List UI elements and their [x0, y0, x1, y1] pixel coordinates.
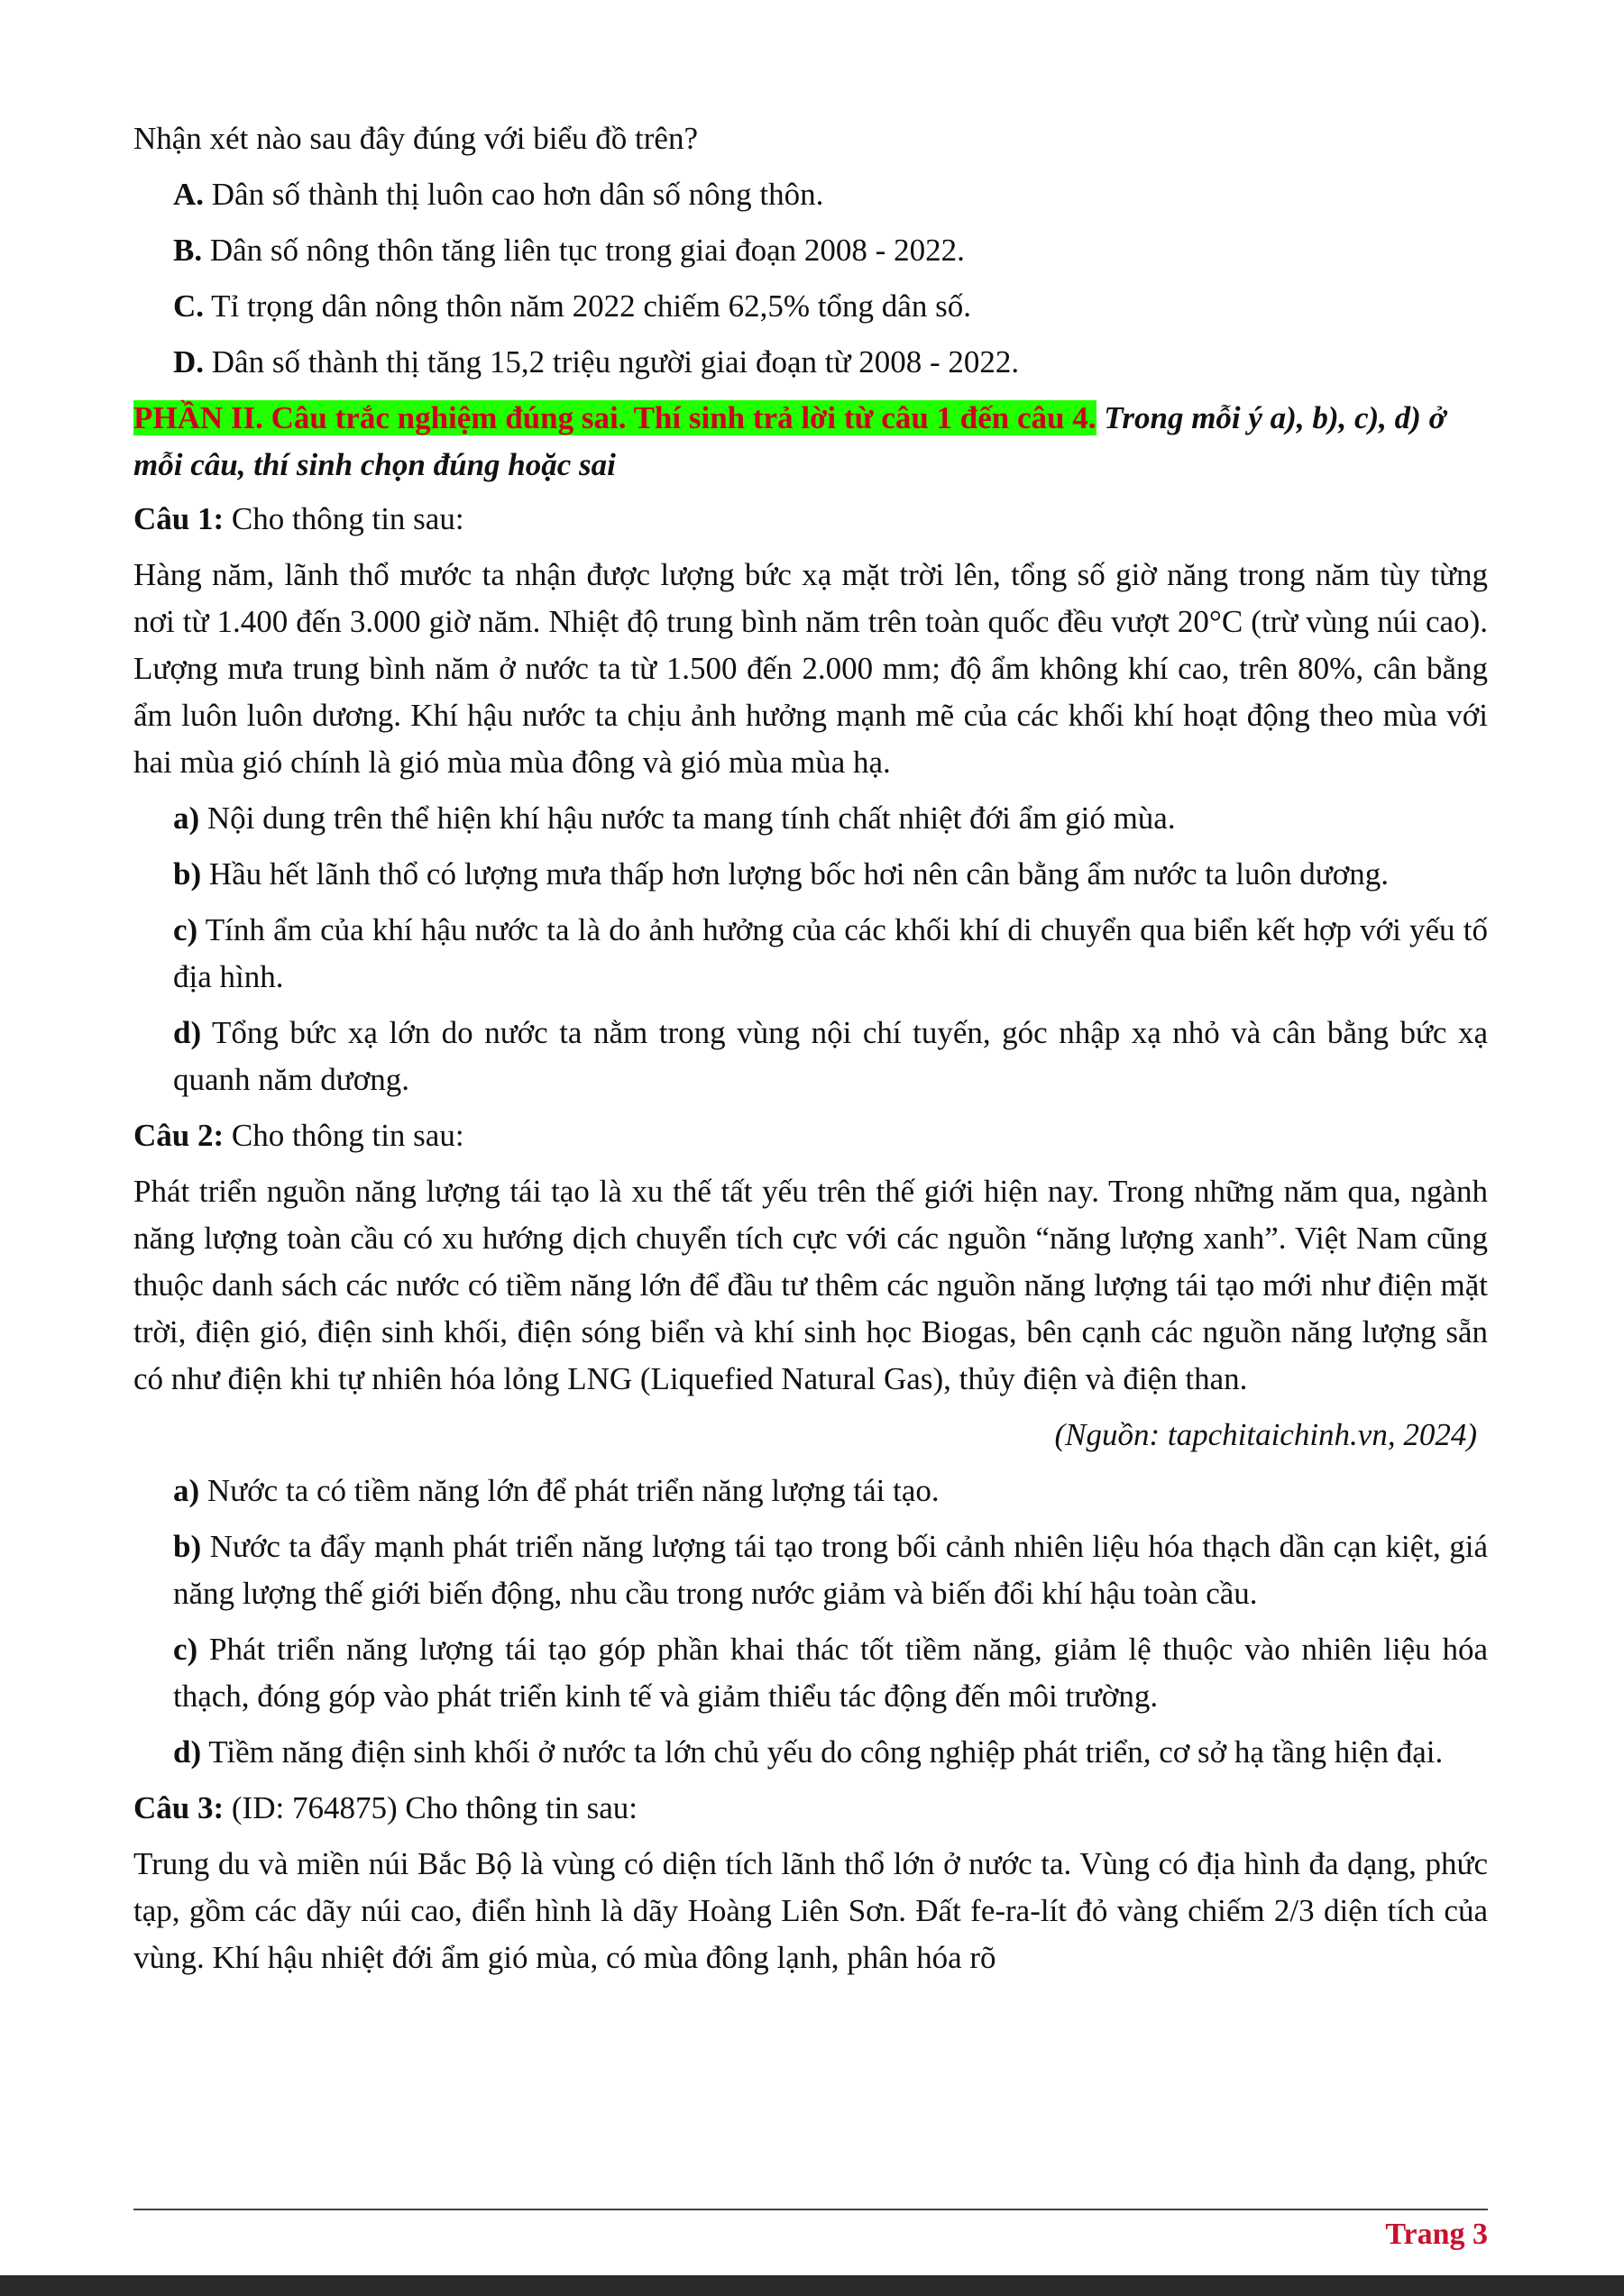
item-label: d)	[173, 1734, 202, 1770]
item-text: Nước ta có tiềm năng lớn để phát triển năng lượng tái tạo.	[199, 1473, 940, 1508]
option-c	[133, 283, 1488, 330]
q1-item-b	[133, 851, 1488, 898]
item-label: a)	[173, 1473, 200, 1508]
item-text: Phát triển năng lượng tái tạo góp phần khai thác tốt tiềm năng, giảm lệ thuộc vào nhiên liệu hóa thạch, đóng góp vào phát triển kinh tế và giảm thiểu tác động đến môi trường.	[173, 1632, 1488, 1714]
q2-item-b	[133, 1523, 1488, 1617]
question-label: Câu 2:	[133, 1118, 225, 1153]
item-text: Tính ẩm của khí hậu nước ta là do ảnh hưởng của các khối khí di chuyển qua biển kết hợp với yếu tố địa hình.	[173, 912, 1488, 994]
q1-item-a	[133, 795, 1488, 842]
section-instruction: Trong mỗi ý a), b), c), d) ở mỗi câu, thí sinh chọn đúng hoặc sai	[133, 400, 1446, 482]
item-text: Nước ta đẩy mạnh phát triển năng lượng tái tạo trong bối cảnh nhiên liệu hóa thạch dần cạn kiệt, giá năng lượng thế giới biến động, nhu cầu trong nước giảm và biến đổi khí hậu toàn cầu.	[173, 1529, 1488, 1611]
q1-item-c	[133, 907, 1488, 1001]
bottom-edge-bar	[0, 2275, 1624, 2296]
option-text: Dân số thành thị luôn cao hơn dân số nông thôn.	[204, 177, 824, 212]
item-text: Nội dung trên thể hiện khí hậu nước ta mang tính chất nhiệt đới ẩm gió mùa.	[199, 800, 1176, 836]
item-text: Tổng bức xạ lớn do nước ta nằm trong vùng nội chí tuyến, góc nhập xạ nhỏ và cân bằng bức xạ quanh năm dương.	[173, 1015, 1488, 1097]
intro-question: Nhận xét nào sau đây đúng với biểu đồ trên?	[133, 121, 698, 156]
item-label: b)	[173, 1529, 202, 1564]
option-d	[133, 339, 1488, 386]
q2-item-c	[133, 1626, 1488, 1720]
option-text: Tỉ trọng dân nông thôn năm 2022 chiếm 62,5% tổng dân số.	[204, 288, 971, 324]
option-a	[133, 171, 1488, 218]
option-text: Dân số thành thị tăng 15,2 triệu người giai đoạn từ 2008 - 2022.	[204, 344, 1020, 380]
section-highlight: PHẦN II. Câu trắc nghiệm đúng sai. Thí sinh trả lời từ câu 1 đến câu 4.	[133, 400, 1096, 435]
option-label: C.	[173, 288, 205, 324]
item-text: Hầu hết lãnh thổ có lượng mưa thấp hơn lượng bốc hơi nên cân bằng ẩm nước ta luôn dương.	[201, 856, 1389, 892]
document-page	[133, 115, 1488, 1990]
q2-item-a	[133, 1468, 1488, 1514]
question-prompt: Cho thông tin sau:	[224, 501, 464, 536]
question-label: Câu 3:	[133, 1790, 225, 1825]
question-prompt: (ID: 764875) Cho thông tin sau:	[224, 1790, 638, 1825]
section-heading	[133, 395, 1488, 489]
question-2-passage: Phát triển nguồn năng lượng tái tạo là xu thế tất yếu trên thế giới hiện nay. Trong những năm qua, ngành năng lượng toàn cầu có xu hướng dịch chuyển tích cực với các nguồn “năng lượng xanh”. Việt Nam cũng thuộc danh sách các nước có tiềm năng lớn để đầu tư thêm các nguồn năng lượng tái tạo mới như điện mặt trời, điện gió, điện sinh khối, điện sóng biển và khí sinh học Biogas, bên cạnh các nguồn năng lượng sẵn có như điện khi tự nhiên hóa lỏng LNG (Liquefied Natural Gas), thủy điện và điện than.	[133, 1174, 1488, 1396]
option-label: A.	[173, 177, 205, 212]
item-label: c)	[173, 912, 198, 947]
source-citation: (Nguồn: tapchitaichinh.vn, 2024)	[1054, 1417, 1477, 1452]
option-b	[133, 227, 1488, 274]
question-2-title	[133, 1112, 1488, 1159]
option-text: Dân số nông thôn tăng liên tục trong giai đoạn 2008 - 2022.	[202, 233, 965, 268]
item-label: b)	[173, 856, 202, 892]
question-label: Câu 1:	[133, 501, 225, 536]
question-1-title	[133, 496, 1488, 543]
footer-divider	[133, 2209, 1488, 2210]
question-3-title	[133, 1785, 1488, 1832]
option-label: B.	[173, 233, 203, 268]
item-label: a)	[173, 800, 200, 836]
page-number: Trang 3	[1385, 2218, 1488, 2251]
option-label: D.	[173, 344, 205, 380]
q1-item-d	[133, 1010, 1488, 1103]
question-3-passage: Trung du và miền núi Bắc Bộ là vùng có diện tích lãnh thổ lớn ở nước ta. Vùng có địa hình đa dạng, phức tạp, gồm các dãy núi cao, điển hình là dãy Hoàng Liên Sơn. Đất fe-ra-lít đỏ vàng chiếm 2/3 diện tích của vùng. Khí hậu nhiệt đới ẩm gió mùa, có mùa đông lạnh, phân hóa rõ	[133, 1846, 1488, 1975]
item-label: d)	[173, 1015, 202, 1050]
question-prompt: Cho thông tin sau:	[224, 1118, 464, 1153]
item-label: c)	[173, 1632, 198, 1667]
item-text: Tiềm năng điện sinh khối ở nước ta lớn chủ yếu do công nghiệp phát triển, cơ sở hạ tầng hiện đại.	[201, 1734, 1444, 1770]
q2-item-d	[133, 1729, 1488, 1776]
question-1-passage: Hàng năm, lãnh thổ mước ta nhận được lượng bức xạ mặt trời lên, tổng số giờ năng trong năm tùy từng nơi từ 1.400 đến 3.000 giờ năm. Nhiệt độ trung bình năm trên toàn quốc đều vượt 20°C (trừ vùng núi cao). Lượng mưa trung bình năm ở nước ta từ 1.500 đến 2.000 mm; độ ẩm không khí cao, trên 80%, cân bằng ẩm luôn luôn dương. Khí hậu nước ta chịu ảnh hưởng mạnh mẽ của các khối khí hoạt động theo mùa với hai mùa gió chính là gió mùa mùa đông và gió mùa mùa hạ.	[133, 557, 1488, 780]
